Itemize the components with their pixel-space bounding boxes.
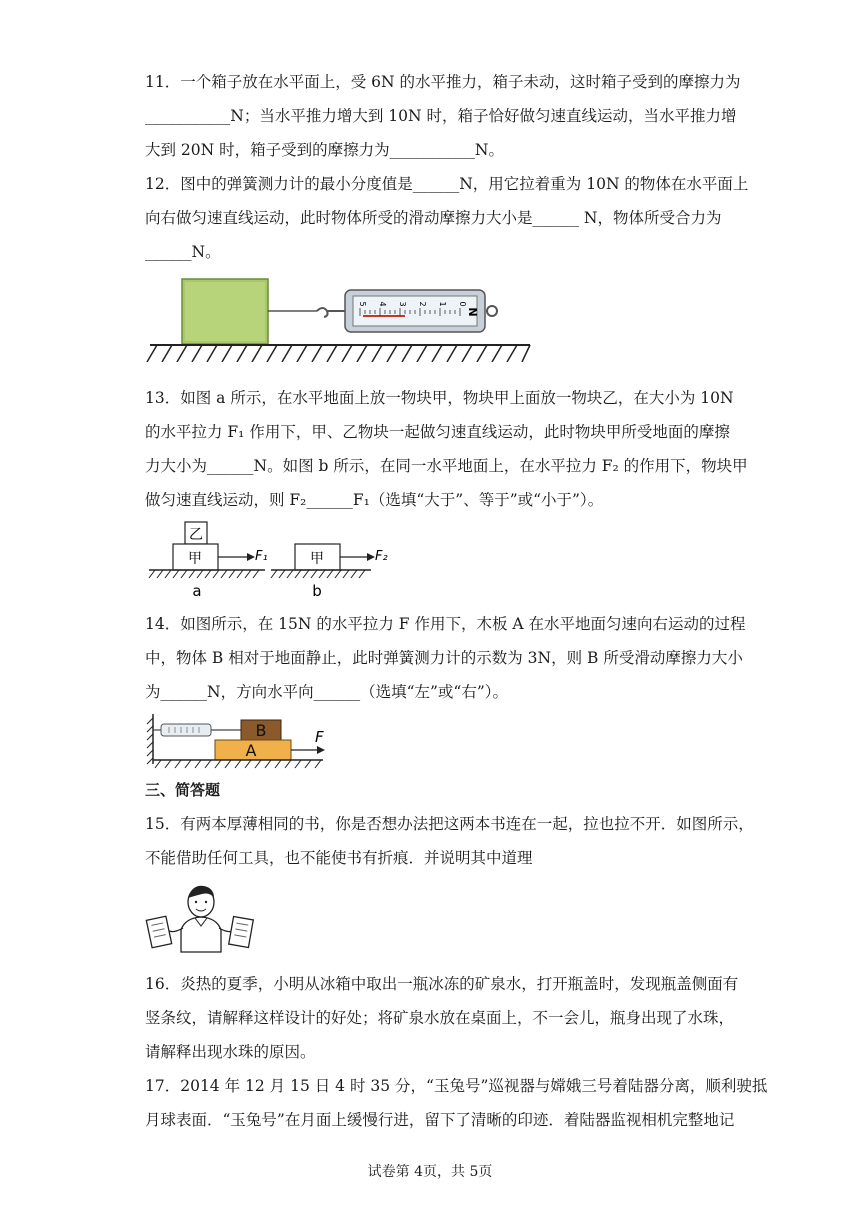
scale-label-2: 2 — [418, 301, 427, 307]
book-left — [146, 916, 171, 948]
scale-label-3: 3 — [398, 301, 407, 307]
force-f1-label: F₁ — [255, 549, 268, 564]
force-f-label: F — [315, 728, 324, 746]
q14-figure — [145, 712, 335, 772]
force-f-arrow — [317, 746, 325, 754]
block-b-label: B — [255, 721, 267, 740]
caption-b: b — [312, 582, 322, 600]
scale-label-5: 5 — [358, 301, 367, 307]
page-footer: 试卷第 4页，共 5页 — [367, 1164, 493, 1180]
q13-line-2: 的水平拉力 F₁ 作用下，甲、乙物块一起做匀速直线运动，此时物块甲所受地面的摩擦 — [145, 423, 730, 441]
scale-unit: N — [466, 307, 479, 317]
q14-line-1: 14．如图所示，在 15N 的水平拉力 F 作用下，木板 A 在水平地面匀速向右运动的过程 — [145, 615, 746, 633]
q11-line-2: ___________N；当水平推力增大到 10N 时，箱子恰好做匀速直线运动，当水平推力增 — [145, 107, 737, 125]
section-title: 三、简答题 — [145, 781, 221, 799]
q17-line-1: 17．2014 年 12 月 15 日 4 时 35 分，“玉兔号”巡视器与嫦娥三号着陆器分离，顺利驶抵 — [145, 1077, 768, 1095]
q15-line-1: 15．有两本厚薄相同的书，你是否想办法把这两本书连在一起，拉也拉不开．如图所示， — [145, 815, 754, 833]
force-f2-arrow — [367, 553, 375, 561]
wooden-block-face — [185, 282, 265, 341]
q11-line-3: 大到 20N 时，箱子受到的摩擦力为___________N。 — [145, 141, 504, 159]
scale-label-0: 0 — [458, 301, 467, 307]
q12-line-3: ______N。 — [145, 243, 221, 261]
q14-line-3: 为______N，方向水平向______（选填“左”或“右”）。 — [145, 683, 509, 701]
scale-hook — [317, 308, 328, 317]
ground-hatching — [147, 345, 530, 362]
q12-figure — [145, 272, 540, 362]
force-f1-arrow — [247, 553, 255, 561]
q12-line-2: 向右做匀速直线运动，此时物体所受的滑动摩擦力大小是______ N，物体所受合力为 — [145, 209, 722, 227]
q13-line-3: 力大小为______N。如图 b 所示，在同一水平地面上，在水平拉力 F₂ 的作用下，物块甲 — [145, 457, 748, 475]
caption-a: a — [192, 582, 202, 600]
board-a-label: A — [245, 741, 257, 760]
force-f2-label: F₂ — [375, 549, 388, 564]
person-body — [181, 917, 221, 952]
book-right — [229, 916, 254, 947]
ground-hatching-b — [271, 570, 365, 578]
scale-label-1: 1 — [438, 301, 447, 307]
scale-ring — [487, 306, 497, 316]
q13-figure — [145, 518, 395, 600]
q15-line-2: 不能借助任何工具，也不能使书有折痕．并说明其中道理 — [145, 849, 533, 867]
q13-line-1: 13．如图 a 所示，在水平地面上放一物块甲，物块甲上面放一物块乙，在大小为 10N — [145, 389, 734, 407]
spring-scale — [161, 724, 211, 736]
q13-line-4: 做匀速直线运动，则 F₂______F₁（选填“大于”、等于”或“小于”）。 — [145, 491, 604, 509]
q17-line-2: 月球表面．“玉兔号”在月面上缓慢行进，留下了清晰的印迹．着陆器监视相机完整地记 — [145, 1111, 735, 1129]
q16-line-1: 16．炎热的夏季，小明从冰箱中取出一瓶冰冻的矿泉水，打开瓶盖时，发现瓶盖侧面有 — [145, 975, 739, 993]
block-yi-label: 乙 — [189, 527, 203, 543]
ground-hatching-a — [149, 570, 259, 578]
block-jia-a-label: 甲 — [188, 551, 202, 567]
q12-line-1: 12．图中的弹簧测力计的最小分度值是______N，用它拉着重为 10N 的物体在水平面上 — [145, 175, 749, 193]
scale-label-4: 4 — [378, 301, 387, 307]
q11-line-1: 11．一个箱子放在水平面上，受 6N 的水平推力，箱子未动，这时箱子受到的摩擦力为 — [145, 73, 741, 91]
block-jia-b-label: 甲 — [310, 551, 324, 567]
q16-line-2: 竖条纹，请解释这样设计的好处；将矿泉水放在桌面上，不一会儿，瓶身出现了水珠， — [145, 1009, 735, 1027]
q14-line-2: 中，物体 B 相对于地面静止，此时弹簧测力计的示数为 3N，则 B 所受滑动摩擦力大小 — [145, 649, 743, 667]
q15-figure — [145, 882, 255, 958]
q16-line-3: 请解释出现水珠的原因。 — [145, 1043, 316, 1061]
